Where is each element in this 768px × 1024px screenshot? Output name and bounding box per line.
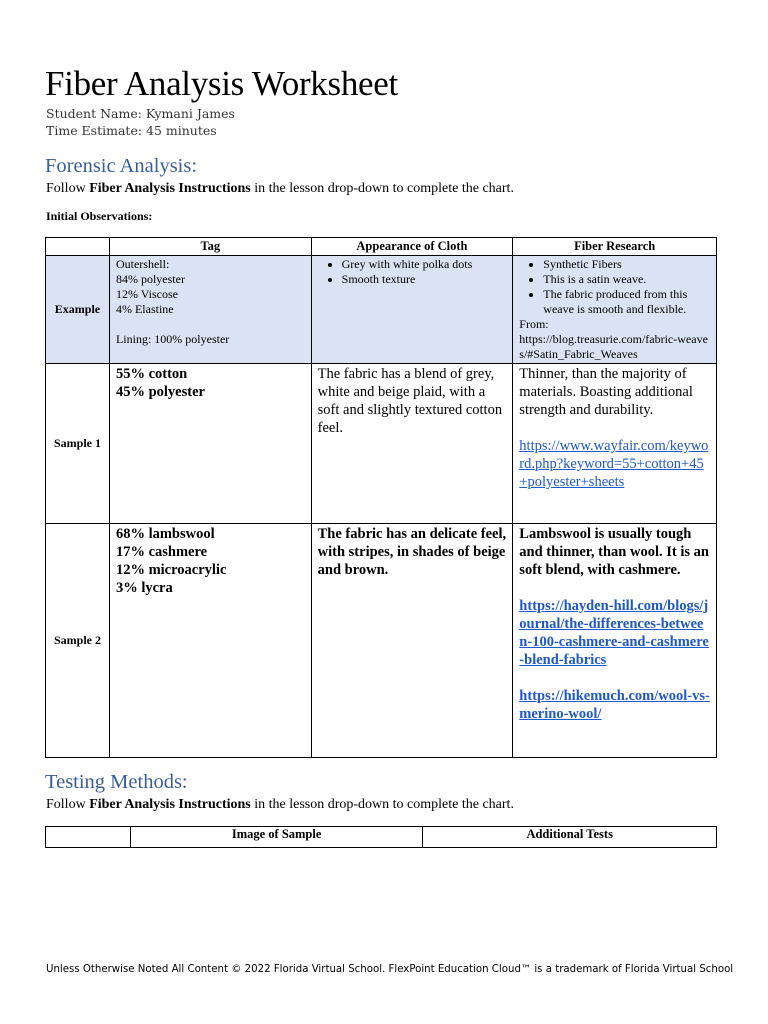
row-label-sample1: Sample 1 bbox=[46, 364, 110, 524]
list-item: • Grey with white polka dots bbox=[342, 257, 507, 272]
table-row-example bbox=[46, 256, 717, 364]
example-source-url: https://blog.treasurie.com/fabric-weaves/#Satin_Fabric_Weaves bbox=[519, 332, 708, 361]
page-title: Fiber Analysis Worksheet bbox=[45, 64, 398, 103]
list-item: • Smooth texture bbox=[342, 272, 507, 287]
sample1-appearance: The fabric has a blend of grey, white and beige plaid, with a soft and slightly textured cotton feel. bbox=[311, 364, 513, 524]
table-header-row bbox=[46, 827, 717, 848]
list-item: • Synthetic Fibers bbox=[543, 257, 710, 272]
header-blank bbox=[46, 238, 110, 256]
example-research: • Synthetic Fibers • This is a satin weave. • The fabric produced from this weave is smooth and flexible. From: https://blog.treasurie.com/fabric-weaves/#Satin_Fabric_Weaves bbox=[513, 256, 717, 364]
initial-observations-label: Initial Observations: bbox=[46, 209, 153, 223]
footer-copyright: Unless Otherwise Noted All Content © 2022 Florida Virtual School. FlexPoint Education Cloud™ is a trademark of Florida Virtual School bbox=[46, 964, 734, 975]
testing-heading: Testing Methods: bbox=[45, 771, 188, 793]
header-appearance: Appearance of Cloth bbox=[311, 238, 513, 256]
sample2-research: Lambswool is usually tough and thinner, than wool. It is an soft blend, with cashmere. https://hayden-hill.com/blogs/journal/the-differences-between-100-cashmere-and-cashmere-blend-fabrics https://hikemuch.com/wool-vs-merino-wool/ bbox=[513, 524, 717, 758]
forensic-instructions: Follow Fiber Analysis Instructions in the lesson drop-down to complete the chart. bbox=[46, 181, 514, 196]
student-name: Student Name: Kymani James bbox=[46, 106, 235, 121]
row-label-example: Example bbox=[46, 256, 110, 364]
list-item: • This is a satin weave. bbox=[543, 272, 710, 287]
list-item: • The fabric produced from this weave is smooth and flexible. bbox=[543, 287, 710, 317]
table-row-sample2 bbox=[46, 524, 717, 758]
sample2-source-link-2[interactable]: https://hikemuch.com/wool-vs-merino-wool/ bbox=[519, 688, 710, 722]
sample2-source-link-1[interactable]: https://hayden-hill.com/blogs/journal/the-differences-between-100-cashmere-and-cashmere-blend-fabrics bbox=[519, 598, 709, 668]
example-appearance bbox=[311, 256, 513, 364]
table-header-row bbox=[46, 238, 717, 256]
sample2-appearance: The fabric has an delicate feel, with stripes, in shades of beige and brown. bbox=[311, 524, 513, 758]
sample1-tag: 55% cotton 45% polyester bbox=[109, 364, 311, 524]
header-image-of-sample: Image of Sample bbox=[130, 827, 423, 848]
header-additional-tests: Additional Tests bbox=[423, 827, 717, 848]
sample1-source-link[interactable]: https://www.wayfair.com/keyword.php?keyword=55+cotton+45+polyester+sheets bbox=[519, 438, 709, 490]
testing-instructions: Follow Fiber Analysis Instructions in the lesson drop-down to complete the chart. bbox=[46, 797, 514, 812]
row-label-sample2: Sample 2 bbox=[46, 524, 110, 758]
example-tag: Outershell: 84% polyester 12% Viscose 4% Elastine Lining: 100% polyester bbox=[109, 256, 311, 364]
table-row-sample1 bbox=[46, 364, 717, 524]
header-research: Fiber Research bbox=[513, 238, 717, 256]
forensic-heading: Forensic Analysis: bbox=[45, 155, 198, 177]
header-blank bbox=[46, 827, 131, 848]
observations-table bbox=[45, 237, 717, 758]
sample2-tag: 68% lambswool 17% cashmere 12% microacrylic 3% lycra bbox=[109, 524, 311, 758]
testing-table bbox=[45, 826, 717, 848]
header-tag: Tag bbox=[109, 238, 311, 256]
time-estimate: Time Estimate: 45 minutes bbox=[46, 123, 217, 138]
sample1-research: Thinner, than the majority of materials. Boasting additional strength and durability. https://www.wayfair.com/keyword.php?keyword=55+cotton+45+polyester+sheets bbox=[513, 364, 717, 524]
